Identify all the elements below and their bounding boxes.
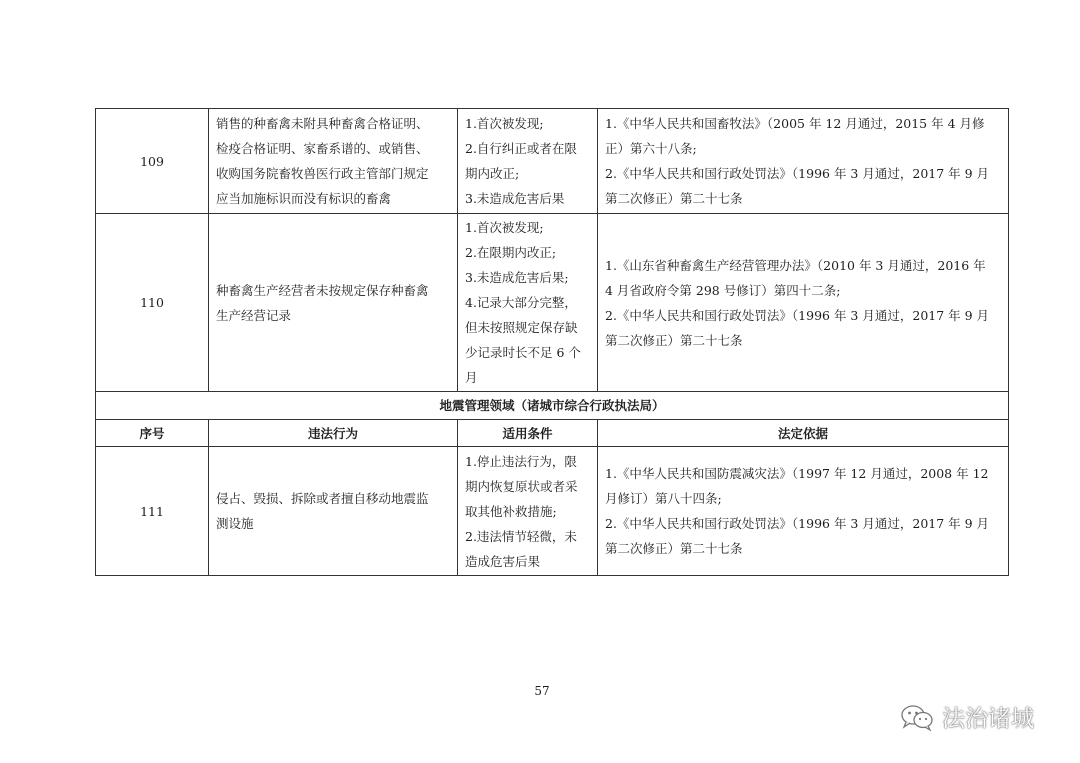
violation-behavior: 侵占、毁损、拆除或者擅自移动地震监 测设施 xyxy=(209,447,458,576)
violation-behavior: 种畜禽生产经营者未按规定保存种畜禽 生产经营记录 xyxy=(209,214,458,392)
violation-behavior: 销售的种畜禽未附具种畜禽合格证明、 检疫合格证明、家畜系谱的、或销售、 收购国务院畜牧兽医行政主管部门规定 应当加施标识而没有标识的畜禽 xyxy=(209,109,458,214)
row-number: 109 xyxy=(96,109,209,214)
header-basis: 法定依据 xyxy=(598,420,1009,447)
table-row xyxy=(96,214,1009,392)
header-row xyxy=(96,420,1009,447)
row-number: 110 xyxy=(96,214,209,392)
watermark-text: 法治诸城 xyxy=(942,706,1034,732)
header-conditions: 适用条件 xyxy=(458,420,598,447)
table-row xyxy=(96,109,1009,214)
penalty-table xyxy=(95,108,1009,576)
section-title: 地震管理领域（诸城市综合行政执法局） xyxy=(96,392,1009,420)
applicable-conditions: 1.首次被发现; 2.自行纠正或者在限 期内改正; 3.未造成危害后果 xyxy=(458,109,598,214)
header-behavior: 违法行为 xyxy=(209,420,458,447)
applicable-conditions: 1.首次被发现; 2.在限期内改正; 3.未造成危害后果; 4.记录大部分完整， 但未按照规定保存缺 少记录时长不足 6 个 月 xyxy=(458,214,598,392)
section-title-row xyxy=(96,392,1009,420)
legal-basis: 1.《中华人民共和国防震减灾法》（1997 年 12 月通过，2008 年 12 月修订）第八十四条; 2.《中华人民共和国行政处罚法》（1996 年 3 月通过，2017 年 9 月 第二次修正）第二十七条 xyxy=(598,447,1009,576)
row-number: 111 xyxy=(96,447,209,576)
page-number: 57 xyxy=(534,684,550,698)
wechat-icon xyxy=(900,703,934,731)
table-row xyxy=(96,447,1009,576)
header-number: 序号 xyxy=(96,420,209,447)
legal-basis: 1.《山东省种畜禽生产经营管理办法》（2010 年 3 月通过，2016 年 4 月省政府令第 298 号修订）第四十二条; 2.《中华人民共和国行政处罚法》（1996 年 3 月通过，2017 年 9 月 第二次修正）第二十七条 xyxy=(598,214,1009,392)
legal-basis: 1.《中华人民共和国畜牧法》（2005 年 12 月通过，2015 年 4 月修 正）第六十八条; 2.《中华人民共和国行政处罚法》（1996 年 3 月通过，2017 年 9 月 第二次修正）第二十七条 xyxy=(598,109,1009,214)
watermark xyxy=(900,700,1034,733)
applicable-conditions: 1.停止违法行为，限 期内恢复原状或者采 取其他补救措施; 2.违法情节轻微，未 造成危害后果 xyxy=(458,447,598,576)
